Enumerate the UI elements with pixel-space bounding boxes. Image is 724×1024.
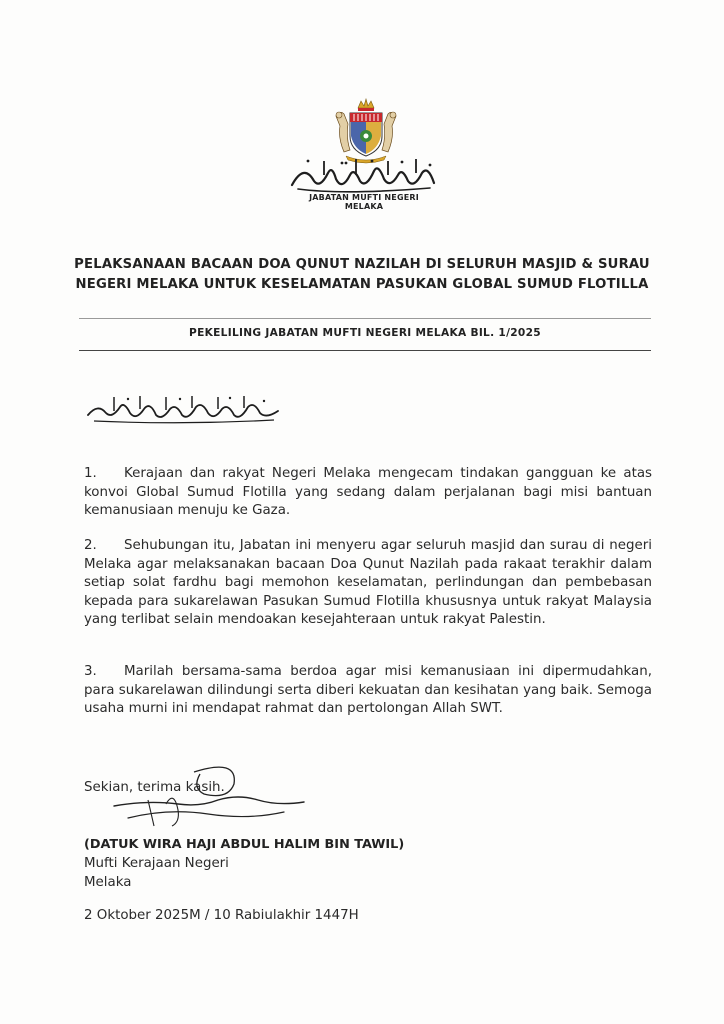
paragraph-2 — [84, 537, 652, 630]
paragraph-text: Sehubungan itu, Jabatan ini menyeru agar seluruh masjid dan surau di negeri Melaka agar melaksanakan bacaan Doa Qunut Nazilah pada rakaat terakhir dalam setiap solat fardhu bagi memohon keselamatan, perlindungan dan pembebasan kepada para sukarelawan Pasukan Sumud Flotilla khususnya untuk rakyat Malaysia yang terlibat selain mendoakan kesejahteraan untuk rakyat Palestin. — [84, 538, 652, 627]
paragraph-number: 2. — [84, 538, 97, 553]
paragraph-text: Marilah bersama-sama berdoa agar misi kemanusiaan ini dipermudahkan, para sukarelawan dilindungi serta diberi kekuatan dan kesihatan yang baik. Semoga usaha murni ini mendapat rahmat dan pertolongan Allah SWT. — [84, 664, 652, 716]
department-name: JABATAN MUFTI NEGERI MELAKA — [309, 193, 419, 211]
title-line-2: NEGERI MELAKA UNTUK KESELAMATAN PASUKAN GLOBAL SUMUD FLOTILLA — [75, 277, 649, 292]
handwritten-signature — [108, 760, 308, 835]
document-date: 2 Oktober 2025M / 10 Rabiulakhir 1447H — [84, 908, 359, 923]
signer-name: (DATUK WIRA HAJI ABDUL HALIM BIN TAWIL) — [84, 837, 405, 852]
signer-position: Mufti Kerajaan Negeri — [84, 856, 229, 871]
arabic-greeting-calligraphy — [84, 393, 284, 425]
divider-top — [79, 318, 651, 319]
title-line-1: PELAKSANAAN BACAAN DOA QUNUT NAZILAH DI SELURUH MASJID & SURAU — [74, 257, 650, 272]
signer-location: Melaka — [84, 875, 132, 890]
divider-bottom — [79, 350, 651, 351]
department-calligraphy-logo — [284, 155, 444, 195]
paragraph-1 — [84, 465, 652, 521]
closing-remark: Sekian, terima kasih. — [84, 780, 225, 795]
paragraph-3 — [84, 663, 652, 719]
paragraph-text: Kerajaan dan rakyat Negeri Melaka mengecam tindakan gangguan ke atas konvoi Global Sumud Flotilla yang sedang dalam perjalanan bagi misi bantuan kemanusiaan menuju ke Gaza. — [84, 466, 652, 518]
document-title — [60, 255, 664, 295]
circular-reference: PEKELILING JABATAN MUFTI NEGERI MELAKA BIL. 1/2025 — [189, 327, 541, 339]
paragraph-number: 3. — [84, 664, 97, 679]
paragraph-number: 1. — [84, 466, 97, 481]
